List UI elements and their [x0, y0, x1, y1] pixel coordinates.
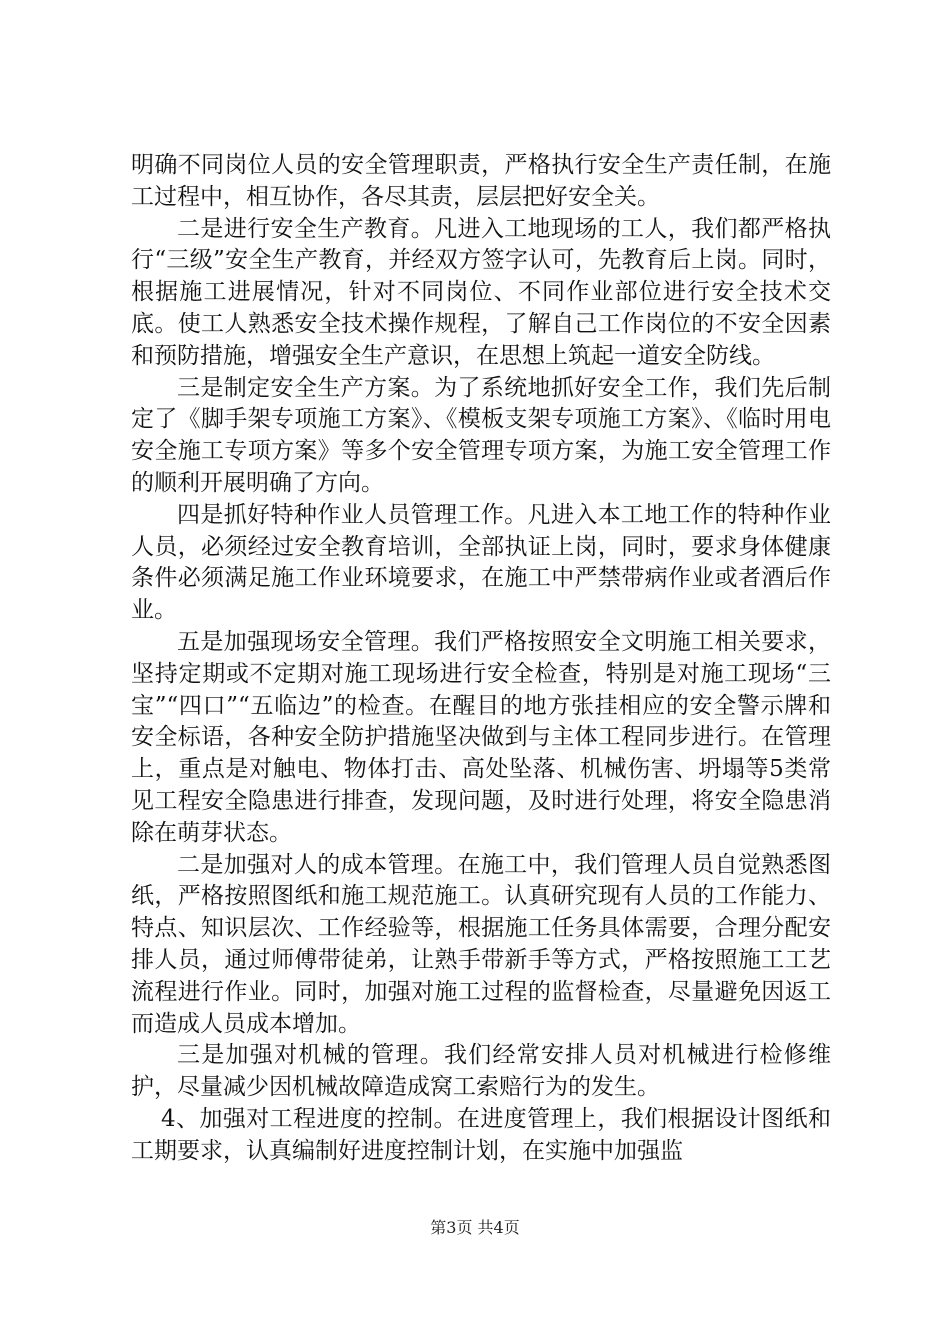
- paragraph-1: 明确不同岗位人员的安全管理职责，严格执行安全生产责任制，在施工过程中，相互协作，各尽其责，层层把好安全关。: [131, 152, 831, 210]
- paragraph-3: 三是制定安全生产方案。为了系统地抓好安全工作，我们先后制定了《脚手架专项施工方案》、《模板支架专项施工方案》、《临时用电安全施工专项方案》等多个安全管理专项方案，为施工安全管理工作的顺利开展明确了方向。: [131, 374, 831, 496]
- page-number-footer: 第3页 共4页: [430, 1218, 520, 1237]
- paragraph-4: 四是抓好特种作业人员管理工作。凡进入本工地工作的特种作业人员，必须经过安全教育培训，全部执证上岗，同时，要求身体健康条件必须满足施工作业环境要求，在施工中严禁带病作业或者酒后作业。: [131, 501, 831, 624]
- paragraph-6: 二是加强对人的成本管理。在施工中，我们管理人员自觉熟悉图纸，严格按照图纸和施工规范施工。认真研究现有人员的工作能力、特点、知识层次、工作经验等，根据施工任务具体需要，合理分配安排人员，通过师傅带徒弟，让熟手带新手等方式，严格按照施工工艺流程进行作业。同时，加强对施工过程的监督检查，尽量避免因返工而造成人员成本增加。: [131, 851, 831, 1037]
- paragraph-7: 三是加强对机械的管理。我们经常安排人员对机械进行检修维护，尽量减少因机械故障造成窝工索赔行为的发生。: [131, 1042, 831, 1101]
- document-body: [131, 150, 831, 1168]
- paragraph-5: 五是加强现场安全管理。我们严格按照安全文明施工相关要求，坚持定期或不定期对施工现场进行安全检查，特别是对施工现场“三宝”“四口”“五临边”的检查。在醒目的地方张挂相应的安全警示牌和安全标语，各种安全防护措施坚决做到与主体工程同步进行。在管理上，重点是对触电、物体打击、高处坠落、机械伤害、坍塌等5类常见工程安全隐患进行排查，发现问题，及时进行处理，将安全隐患消除在萌芽状态。: [131, 628, 831, 846]
- paragraph-8: 4、加强对工程进度的控制。在进度管理上，我们根据设计图纸和工期要求，认真编制好进度控制计划，在实施中加强监: [131, 1105, 831, 1164]
- paragraph-2: 二是进行安全生产教育。凡进入工地现场的工人，我们都严格执行“三级”安全生产教育，并经双方签字认可，先教育后上岗。同时，根据施工进展情况，针对不同岗位、不同作业部位进行安全技术交底。使工人熟悉安全技术操作规程，了解自己工作岗位的不安全因素和预防措施，增强安全生产意识，在思想上筑起一道安全防线。: [131, 215, 831, 369]
